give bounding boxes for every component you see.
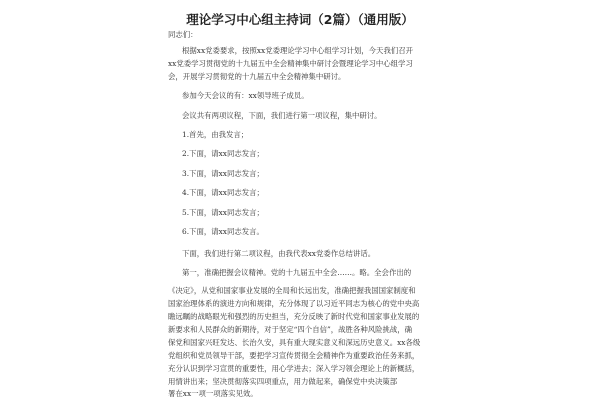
- agenda-line: 会议共有两项议程，下面，我们进行第一项议程，集中研讨。: [182, 111, 382, 120]
- speaker-item: 6.下面，请xx同志发言。: [182, 227, 264, 236]
- paragraph-line: 《决定》，从党和国家事业发展的全局和长远出发，准确把握我国国家制度和: [168, 286, 416, 295]
- salutation: 同志们：: [168, 30, 198, 39]
- speaker-item: 3.下面，请xx同志发言；: [182, 169, 264, 178]
- speaker-item: 4.下面，请xx同志发言；: [182, 188, 264, 197]
- paragraph-line: xx党委学习贯彻党的十九届五中全会精神集中研讨会暨理论学习中心组学习: [168, 59, 413, 68]
- paragraph-line: 党组织和党员领导干部，要把学习宣传贯彻全会精神作为重要政治任务来抓，: [168, 351, 420, 360]
- paragraph-line: 充分认识到学习宣贯的重要性，用心学进去；深入学习领会理论上的新概括，: [168, 364, 420, 373]
- paragraph-line: 瞻远瞩的战略眼光和强烈的历史担当，充分反映了新时代党和国家事业发展的: [168, 312, 420, 321]
- paragraph-line: 保党和国家兴旺发达、长治久安，具有重大现实意义和深远历史意义。xx各级: [168, 338, 421, 347]
- speaker-item: 2.下面，请xx同志发言；: [182, 149, 264, 158]
- attendees-line: 参加今天会议的有：xx领导班子成员。: [182, 91, 309, 100]
- paragraph-line: 署在xx一项一项落实见效。: [168, 389, 258, 398]
- paragraph-line: 第一，准确把握会议精神。党的十九届五中全会……。略。全会作出的: [182, 268, 412, 277]
- paragraph-line: 国家治理体系的演进方向和规律，充分体现了以习近平同志为核心的党中央高: [168, 299, 420, 308]
- paragraph-line: 用情讲出来；坚决贯彻落实四项重点，用力做起来，确保党中央决策部: [168, 377, 398, 386]
- paragraph-line: 会，开展学习贯彻党的十九届五中全会精神集中研讨。: [168, 72, 346, 81]
- paragraph-line: 新要求和人民群众的新期待，对于坚定“四个自信”，战胜各种风险挑战，确: [168, 325, 413, 334]
- paragraph-line: 根据xx党委要求，按照xx党委理论学习中心组学习计划，今天我们召开: [182, 46, 414, 55]
- document-title: 理论学习中心组主持词（2篇）（通用版）: [186, 12, 414, 27]
- second-agenda-line: 下面，我们进行第二项议程，由我代表xx党委作总结讲话。: [182, 249, 376, 258]
- speaker-item: 1.首先，由我发言；: [182, 130, 249, 139]
- speaker-item: 5.下面，请xx同志发言；: [182, 208, 264, 217]
